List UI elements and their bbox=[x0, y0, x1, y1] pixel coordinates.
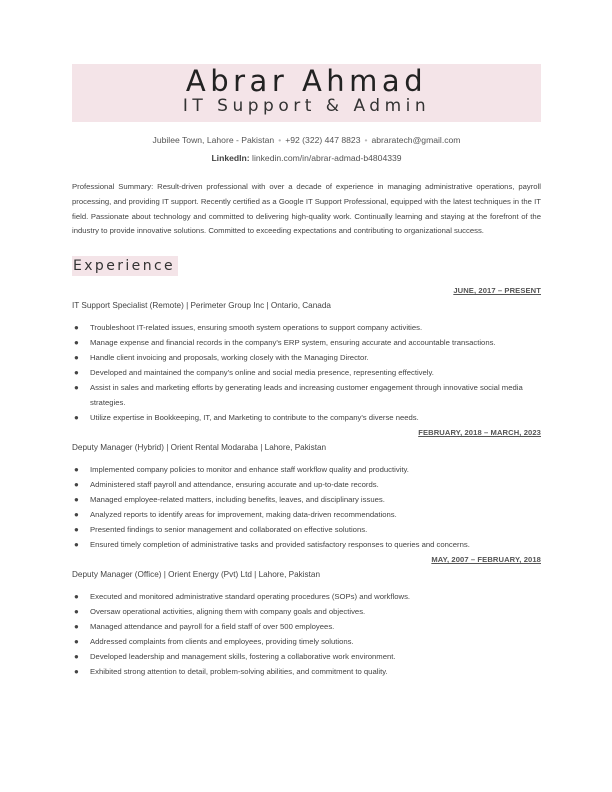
job-title: Deputy Manager (Hybrid) | Orient Rental Modaraba | Lahore, Pakistan bbox=[72, 443, 327, 453]
list-item: ● Developed and maintained the company's online and social media presence, representing effectively. bbox=[72, 365, 541, 380]
contact-line bbox=[72, 134, 541, 146]
bullet-icon: ● bbox=[74, 413, 79, 423]
job-bullets bbox=[72, 589, 541, 679]
list-item: ● Exhibited strong attention to detail, problem-solving abilities, and commitment to quality. bbox=[72, 664, 541, 679]
bullet-icon: ● bbox=[74, 652, 79, 662]
bullet-icon: ● bbox=[74, 338, 79, 348]
list-item: ● Addressed complaints from clients and employees, providing timely solutions. bbox=[72, 634, 541, 649]
list-item: ● Managed attendance and payroll for a field staff of over 500 employees. bbox=[72, 619, 541, 634]
bullet-icon: ● bbox=[74, 667, 79, 677]
section-title-experience: Experience bbox=[72, 256, 178, 276]
candidate-name: Abrar Ahmad bbox=[185, 64, 428, 98]
list-item: ● Handle client invoicing and proposals, working closely with the Managing Director. bbox=[72, 350, 541, 365]
list-item: ● Troubleshoot IT-related issues, ensuring smooth system operations to support company activities. bbox=[72, 320, 541, 335]
list-item: ● Administered staff payroll and attendance, ensuring accurate and up-to-date records. bbox=[72, 477, 541, 492]
list-item: ● Utilize expertise in Bookkeeping, IT, and Marketing to contribute to the company's diverse needs. bbox=[72, 410, 541, 425]
job-dates: FEBRUARY, 2018 – MARCH, 2023 bbox=[418, 428, 541, 438]
candidate-role: IT Support & Admin bbox=[182, 96, 431, 116]
job-dates: MAY, 2007 – FEBRUARY, 2018 bbox=[431, 555, 541, 565]
contact-location: Jubilee Town, Lahore - Pakistan bbox=[152, 135, 275, 145]
bullet-icon: ● bbox=[74, 637, 79, 647]
list-item: ● Analyzed reports to identify areas for improvement, making data-driven recommendations. bbox=[72, 507, 541, 522]
job-bullets bbox=[72, 320, 541, 425]
list-item: ● Managed employee-related matters, including benefits, leaves, and disciplinary issues. bbox=[72, 492, 541, 507]
list-item: ● Ensured timely completion of administrative tasks and provided satisfactory responses to queries and concerns. bbox=[72, 537, 541, 552]
list-item: ● Manage expense and financial records in the company's ERP system, ensuring accurate and accountable transactions. bbox=[72, 335, 541, 350]
bullet-icon: ● bbox=[74, 480, 79, 490]
job-entry bbox=[72, 427, 541, 552]
job-dates: JUNE, 2017 – PRESENT bbox=[453, 286, 541, 296]
job-title: IT Support Specialist (Remote) | Perimeter Group Inc | Ontario, Canada bbox=[72, 301, 331, 311]
bullet-icon: ● bbox=[74, 592, 79, 602]
list-item: ● Assist in sales and marketing efforts by generating leads and increasing customer engagement through innovative social media strategies. bbox=[72, 380, 541, 410]
list-item: ● Implemented company policies to monitor and enhance staff workflow quality and productivity. bbox=[72, 462, 541, 477]
list-item: ● Developed leadership and management skills, fostering a collaborative work environment. bbox=[72, 649, 541, 664]
bullet-icon: ● bbox=[74, 495, 79, 505]
job-title: Deputy Manager (Office) | Orient Energy (Pvt) Ltd | Lahore, Pakistan bbox=[72, 570, 321, 580]
job-bullets bbox=[72, 462, 541, 552]
bullet-icon: ● bbox=[74, 622, 79, 632]
job-entry bbox=[72, 285, 541, 425]
list-item: ● Executed and monitored administrative standard operating procedures (SOPs) and workflows. bbox=[72, 589, 541, 604]
contact-phone: +92 (322) 447 8823 bbox=[285, 135, 361, 145]
bullet-icon: ● bbox=[74, 353, 79, 363]
bullet-icon: ● bbox=[74, 323, 79, 333]
bullet-icon: ● bbox=[74, 525, 79, 535]
linkedin-label: LinkedIn: bbox=[211, 153, 250, 163]
bullet-icon: ● bbox=[74, 607, 79, 617]
professional-summary: Professional Summary: Result-driven professional with over a decade of experience in managing administrative operations, payroll processing, and providing IT support. Recently certified as a Google IT Support Professional, equipped with the latest techniques in the IT field. Passionate about technology and committed to delivering high-quality work. Continually learning and staying at the forefront of the industry to provide innovative solutions. Committed to exceeding expectations and contributing to organizational success. bbox=[72, 182, 541, 236]
list-item: ● Presented findings to senior management and collaborated on effective solutions. bbox=[72, 522, 541, 537]
linkedin-line bbox=[72, 152, 541, 164]
linkedin-link[interactable]: linkedin.com/in/abrar-admad-b4804339 bbox=[252, 153, 402, 163]
list-item: ● Oversaw operational activities, aligning them with company goals and objectives. bbox=[72, 604, 541, 619]
bullet-icon: ● bbox=[74, 383, 79, 393]
bullet-icon: ● bbox=[74, 540, 79, 550]
bullet-icon: ● bbox=[74, 368, 79, 378]
bullet-icon: ● bbox=[74, 465, 79, 475]
header-band bbox=[72, 64, 541, 122]
job-entry bbox=[72, 554, 541, 679]
separator-dot: • bbox=[364, 135, 368, 145]
separator-dot: • bbox=[278, 135, 282, 145]
contact-email[interactable]: abraratech@gmail.com bbox=[371, 135, 461, 145]
bullet-icon: ● bbox=[74, 510, 79, 520]
resume-page bbox=[72, 64, 541, 679]
